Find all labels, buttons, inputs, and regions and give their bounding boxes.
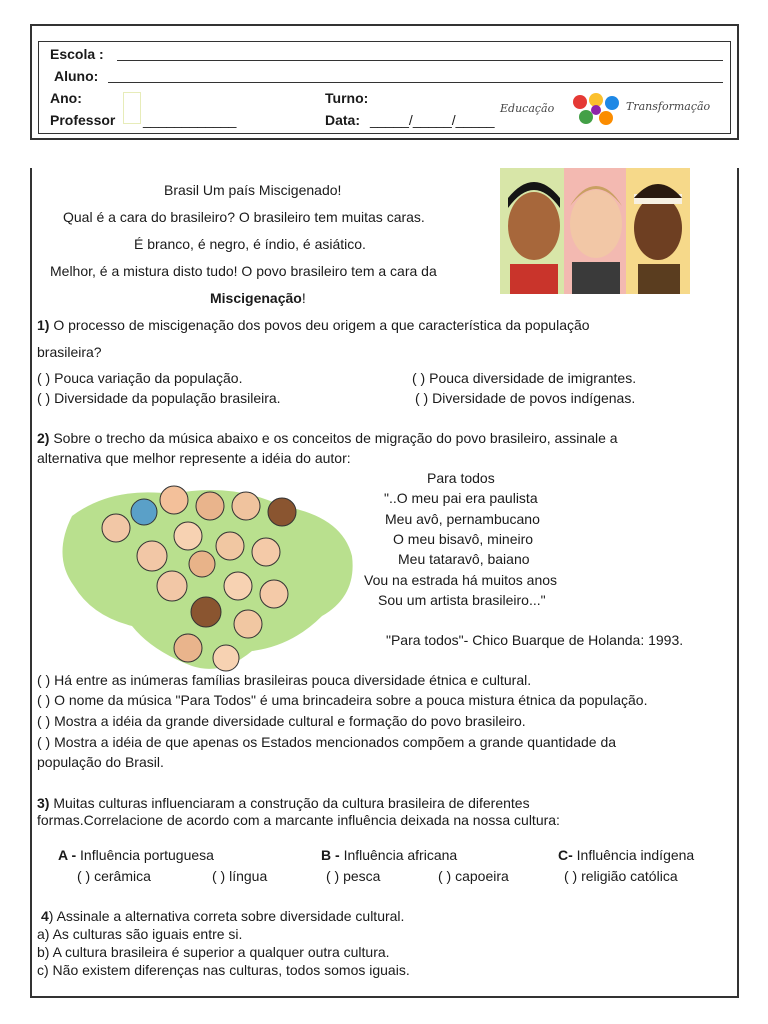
q1-option-1[interactable]: ( ) Pouca variação da população. — [37, 370, 243, 386]
q3-item-religiao[interactable]: ( ) religião católica — [564, 868, 678, 884]
q3-item-ceramica[interactable]: ( ) cerâmica — [77, 868, 151, 884]
q2-prompt-b: alternativa que melhor represente a idéia do autor: — [37, 450, 351, 466]
ano-field[interactable] — [123, 92, 141, 124]
hands-icon — [568, 92, 624, 128]
logo-text-right: Transformação — [626, 100, 711, 113]
q2-number: 2) — [37, 430, 50, 446]
intro-title: Brasil Um país Miscigenado! — [164, 182, 342, 198]
q4-text — [41, 908, 404, 925]
q3-key-b-label: Influência africana — [343, 847, 458, 863]
q3-key-a — [58, 847, 214, 864]
q3-item-lingua[interactable]: ( ) língua — [212, 868, 268, 884]
q2-option-4-continued: população do Brasil. — [37, 754, 164, 770]
logo-text-left: Educação — [500, 102, 555, 115]
q1-option-2[interactable]: ( ) Pouca diversidade de imigrantes. — [412, 370, 637, 386]
intro-exclamation: ! — [301, 290, 306, 306]
lyrics-line-2: "..O meu pai era paulista — [384, 490, 538, 506]
q4-option-a[interactable]: a) As culturas são iguais entre si. — [37, 926, 243, 942]
lyrics-line-4: O meu bisavô, mineiro — [393, 531, 534, 547]
professor-label: Professor — [50, 112, 116, 128]
q2-text-a — [37, 430, 618, 447]
intro-miscigenacao: Miscigenação — [210, 290, 302, 306]
q1-option-4[interactable]: ( ) Diversidade de povos indígenas. — [415, 390, 636, 406]
professor-field[interactable]: ____________ — [143, 112, 237, 128]
q3-key-a-label: Influência portuguesa — [80, 847, 214, 863]
q3-prompt-a: Muitas culturas influenciaram a construção da cultura brasileira de diferentes — [53, 795, 530, 811]
lyrics-line-5: Meu tataravô, baiano — [398, 551, 530, 567]
q2-option-3[interactable]: ( ) Mostra a idéia da grande diversidade cultural e formação do povo brasileiro. — [37, 713, 526, 729]
lyrics-line-3: Meu avô, pernambucano — [385, 511, 540, 527]
q2-option-4[interactable]: ( ) Mostra a idéia de que apenas os Estados mencionados compõem a grande quantidade da — [37, 734, 617, 750]
intro-line-4 — [210, 290, 306, 307]
q1-prompt-b: brasileira? — [37, 344, 102, 360]
lyrics-line-1: Para todos — [427, 470, 495, 486]
data-field[interactable]: _____/_____/_____ — [370, 112, 495, 128]
intro-line-2: É branco, é negro, é índio, é asiático. — [134, 236, 366, 252]
q3-key-b — [321, 847, 457, 864]
q1-option-3[interactable]: ( ) Diversidade da população brasileira. — [37, 390, 281, 406]
q2-option-1[interactable]: ( ) Há entre as inúmeras famílias brasileiras pouca diversidade étnica e cultural. — [37, 672, 532, 688]
brazil-map-faces — [52, 476, 360, 676]
q3-key-a-letter: A - — [58, 847, 77, 863]
q4-option-c[interactable]: c) Não existem diferenças nas culturas, todos somos iguais. — [37, 962, 410, 978]
q3-key-c — [558, 847, 694, 864]
q3-number: 3) — [37, 795, 50, 811]
faces-photo — [500, 168, 690, 294]
q1-prompt-a: O processo de miscigenação dos povos deu origem a que característica da população — [53, 317, 590, 333]
q2-prompt-a: Sobre o trecho da música abaixo e os conceitos de migração do povo brasileiro, assinale a — [53, 430, 618, 446]
song-citation: "Para todos"- Chico Buarque de Holanda: 1993. — [386, 632, 684, 648]
q3-text-a — [37, 795, 530, 812]
aluno-field[interactable] — [108, 82, 723, 83]
q1-number: 1) — [37, 317, 50, 333]
q1-text-a — [37, 317, 590, 334]
q3-item-pesca[interactable]: ( ) pesca — [326, 868, 381, 884]
intro-line-3: Melhor, é a mistura disto tudo! O povo brasileiro tem a cara da — [50, 263, 437, 279]
turno-label: Turno: — [325, 90, 369, 106]
lyrics-line-6: Vou na estrada há muitos anos — [364, 572, 558, 588]
ano-label: Ano: — [50, 90, 82, 106]
aluno-label: Aluno: — [54, 68, 99, 84]
q3-key-c-label: Influência indígena — [572, 847, 695, 863]
q4-option-b[interactable]: b) A cultura brasileira é superior a qualquer outra cultura. — [37, 944, 390, 960]
data-label: Data: — [325, 112, 361, 128]
escola-field[interactable] — [117, 60, 723, 61]
q4-number: 4 — [41, 908, 49, 924]
intro-line-1: Qual é a cara do brasileiro? O brasileiro tem muitas caras. — [63, 209, 425, 225]
q2-option-2[interactable]: ( ) O nome da música "Para Todos" é uma brincadeira sobre a pouca mistura étnica da população. — [37, 692, 648, 708]
q3-key-c-letter: C- — [558, 847, 573, 863]
educacao-transformacao-logo — [498, 90, 730, 130]
q3-key-b-letter: B - — [321, 847, 340, 863]
q3-item-capoeira[interactable]: ( ) capoeira — [438, 868, 509, 884]
q4-prompt: ) Assinale a alternativa correta sobre diversidade cultural. — [48, 908, 405, 924]
lyrics-line-7: Sou um artista brasileiro..." — [378, 592, 546, 608]
escola-label: Escola : — [50, 46, 104, 62]
q3-prompt-b: formas.Correlacione de acordo com a marcante influência deixada na nossa cultura: — [37, 812, 560, 828]
